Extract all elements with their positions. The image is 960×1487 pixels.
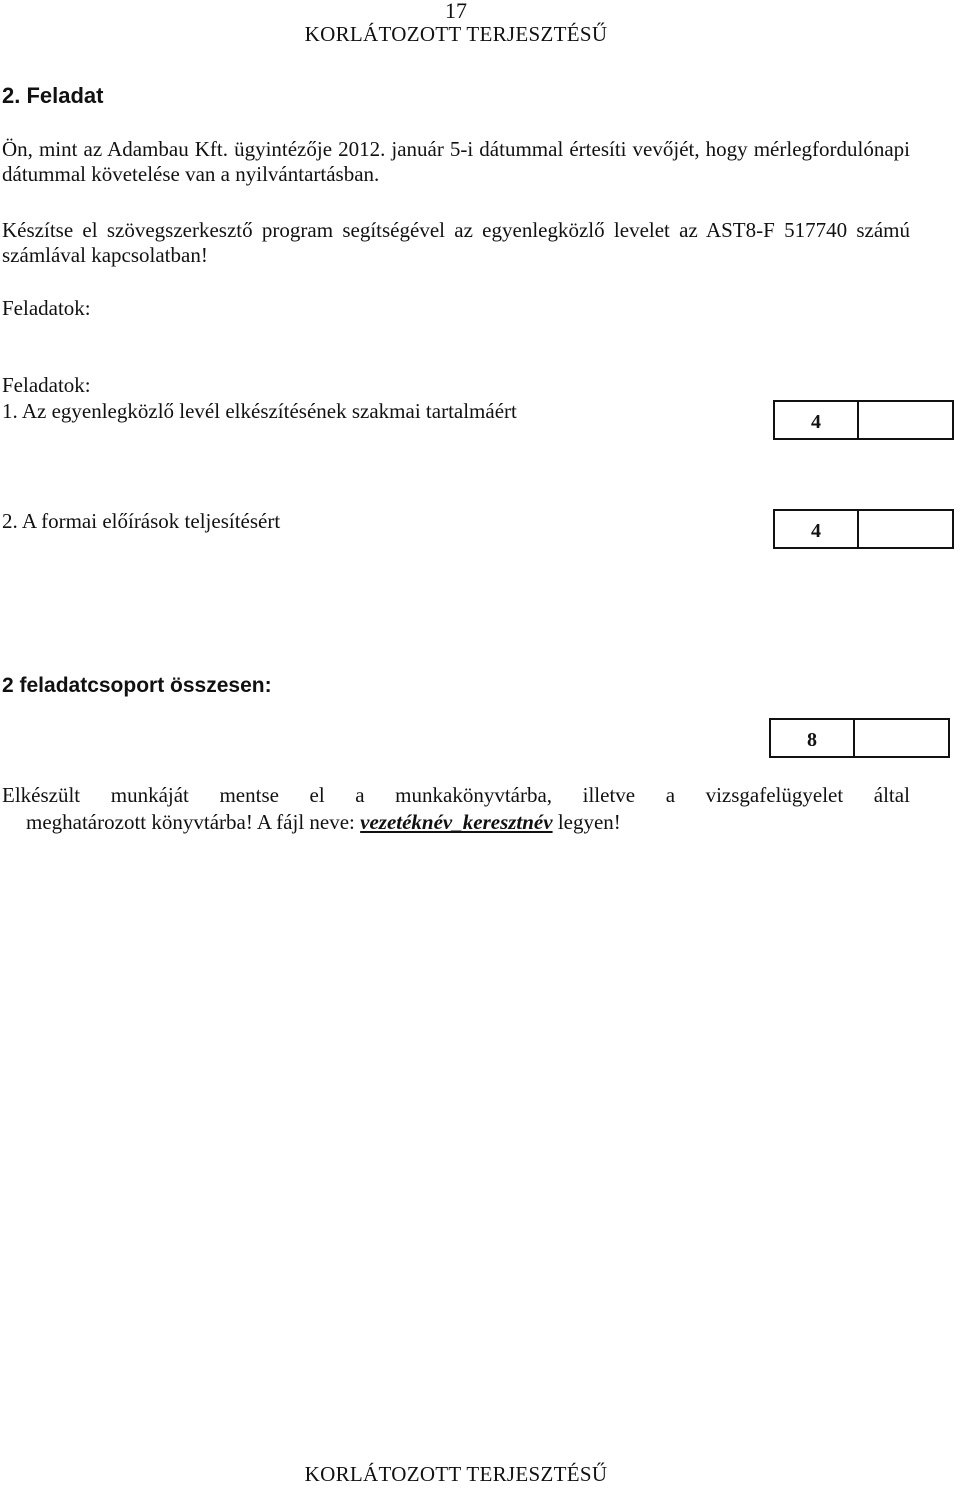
page-number: 17	[445, 0, 467, 23]
filename: vezetéknév_keresztnév	[360, 810, 553, 834]
total-label: 2 feladatcsoport összesen:	[2, 674, 272, 697]
total-max-points: 8	[771, 720, 855, 756]
section-title: 2. Feladat	[2, 83, 104, 108]
task-1-score-box	[773, 400, 954, 440]
task-2-label: 2. A formai előírások teljesítésért	[2, 509, 281, 533]
save-word: munkáját	[110, 783, 189, 807]
save-word: munkakönyvtárba,	[395, 783, 553, 807]
save-instruction-line-2	[2, 809, 910, 836]
save-word: a	[665, 783, 676, 807]
task-2-max-points: 4	[775, 511, 859, 547]
save-instruction	[2, 782, 910, 836]
save-line2-suffix: legyen!	[552, 810, 621, 834]
task-1-max-points: 4	[775, 402, 859, 438]
save-instruction-line-1	[2, 782, 910, 809]
restricted-header: KORLÁTOZOTT TERJESZTÉSŰ	[304, 22, 608, 46]
intro-paragraph-2: Készítse el szövegszerkesztő program segítségével az egyenlegközlő levelet az AST8-F 517740 számú számlával kapcsolatban!	[2, 218, 910, 267]
tasks-heading-2: Feladatok:	[2, 373, 91, 397]
total-score-box	[769, 718, 950, 758]
save-word: vizsgafelügyelet	[705, 783, 844, 807]
task-2-score-box	[773, 509, 954, 549]
task-1-earned-points	[859, 402, 952, 438]
task-1-label: 1. Az egyenlegközlő levél elkészítésének szakmai tartalmáért	[2, 399, 517, 423]
save-line2-prefix: meghatározott könyvtárba! A fájl neve:	[26, 810, 361, 834]
task-2-earned-points	[859, 511, 952, 547]
restricted-footer: KORLÁTOZOTT TERJESZTÉSŰ	[304, 1462, 608, 1486]
save-word: illetve	[582, 783, 636, 807]
total-earned-points	[855, 720, 948, 756]
intro-paragraph-1: Ön, mint az Adambau Kft. ügyintézője 2012. január 5-i dátummal értesíti vevőjét, hogy mérlegfordulónapi dátummal követelése van a nyilvántartásban.	[2, 137, 910, 186]
tasks-heading-1: Feladatok:	[2, 296, 91, 320]
save-word: a	[355, 783, 365, 807]
save-word: el	[309, 783, 325, 807]
save-word: mentse	[219, 783, 279, 807]
save-word: által	[873, 783, 910, 807]
save-word: Elkészült	[2, 783, 81, 807]
